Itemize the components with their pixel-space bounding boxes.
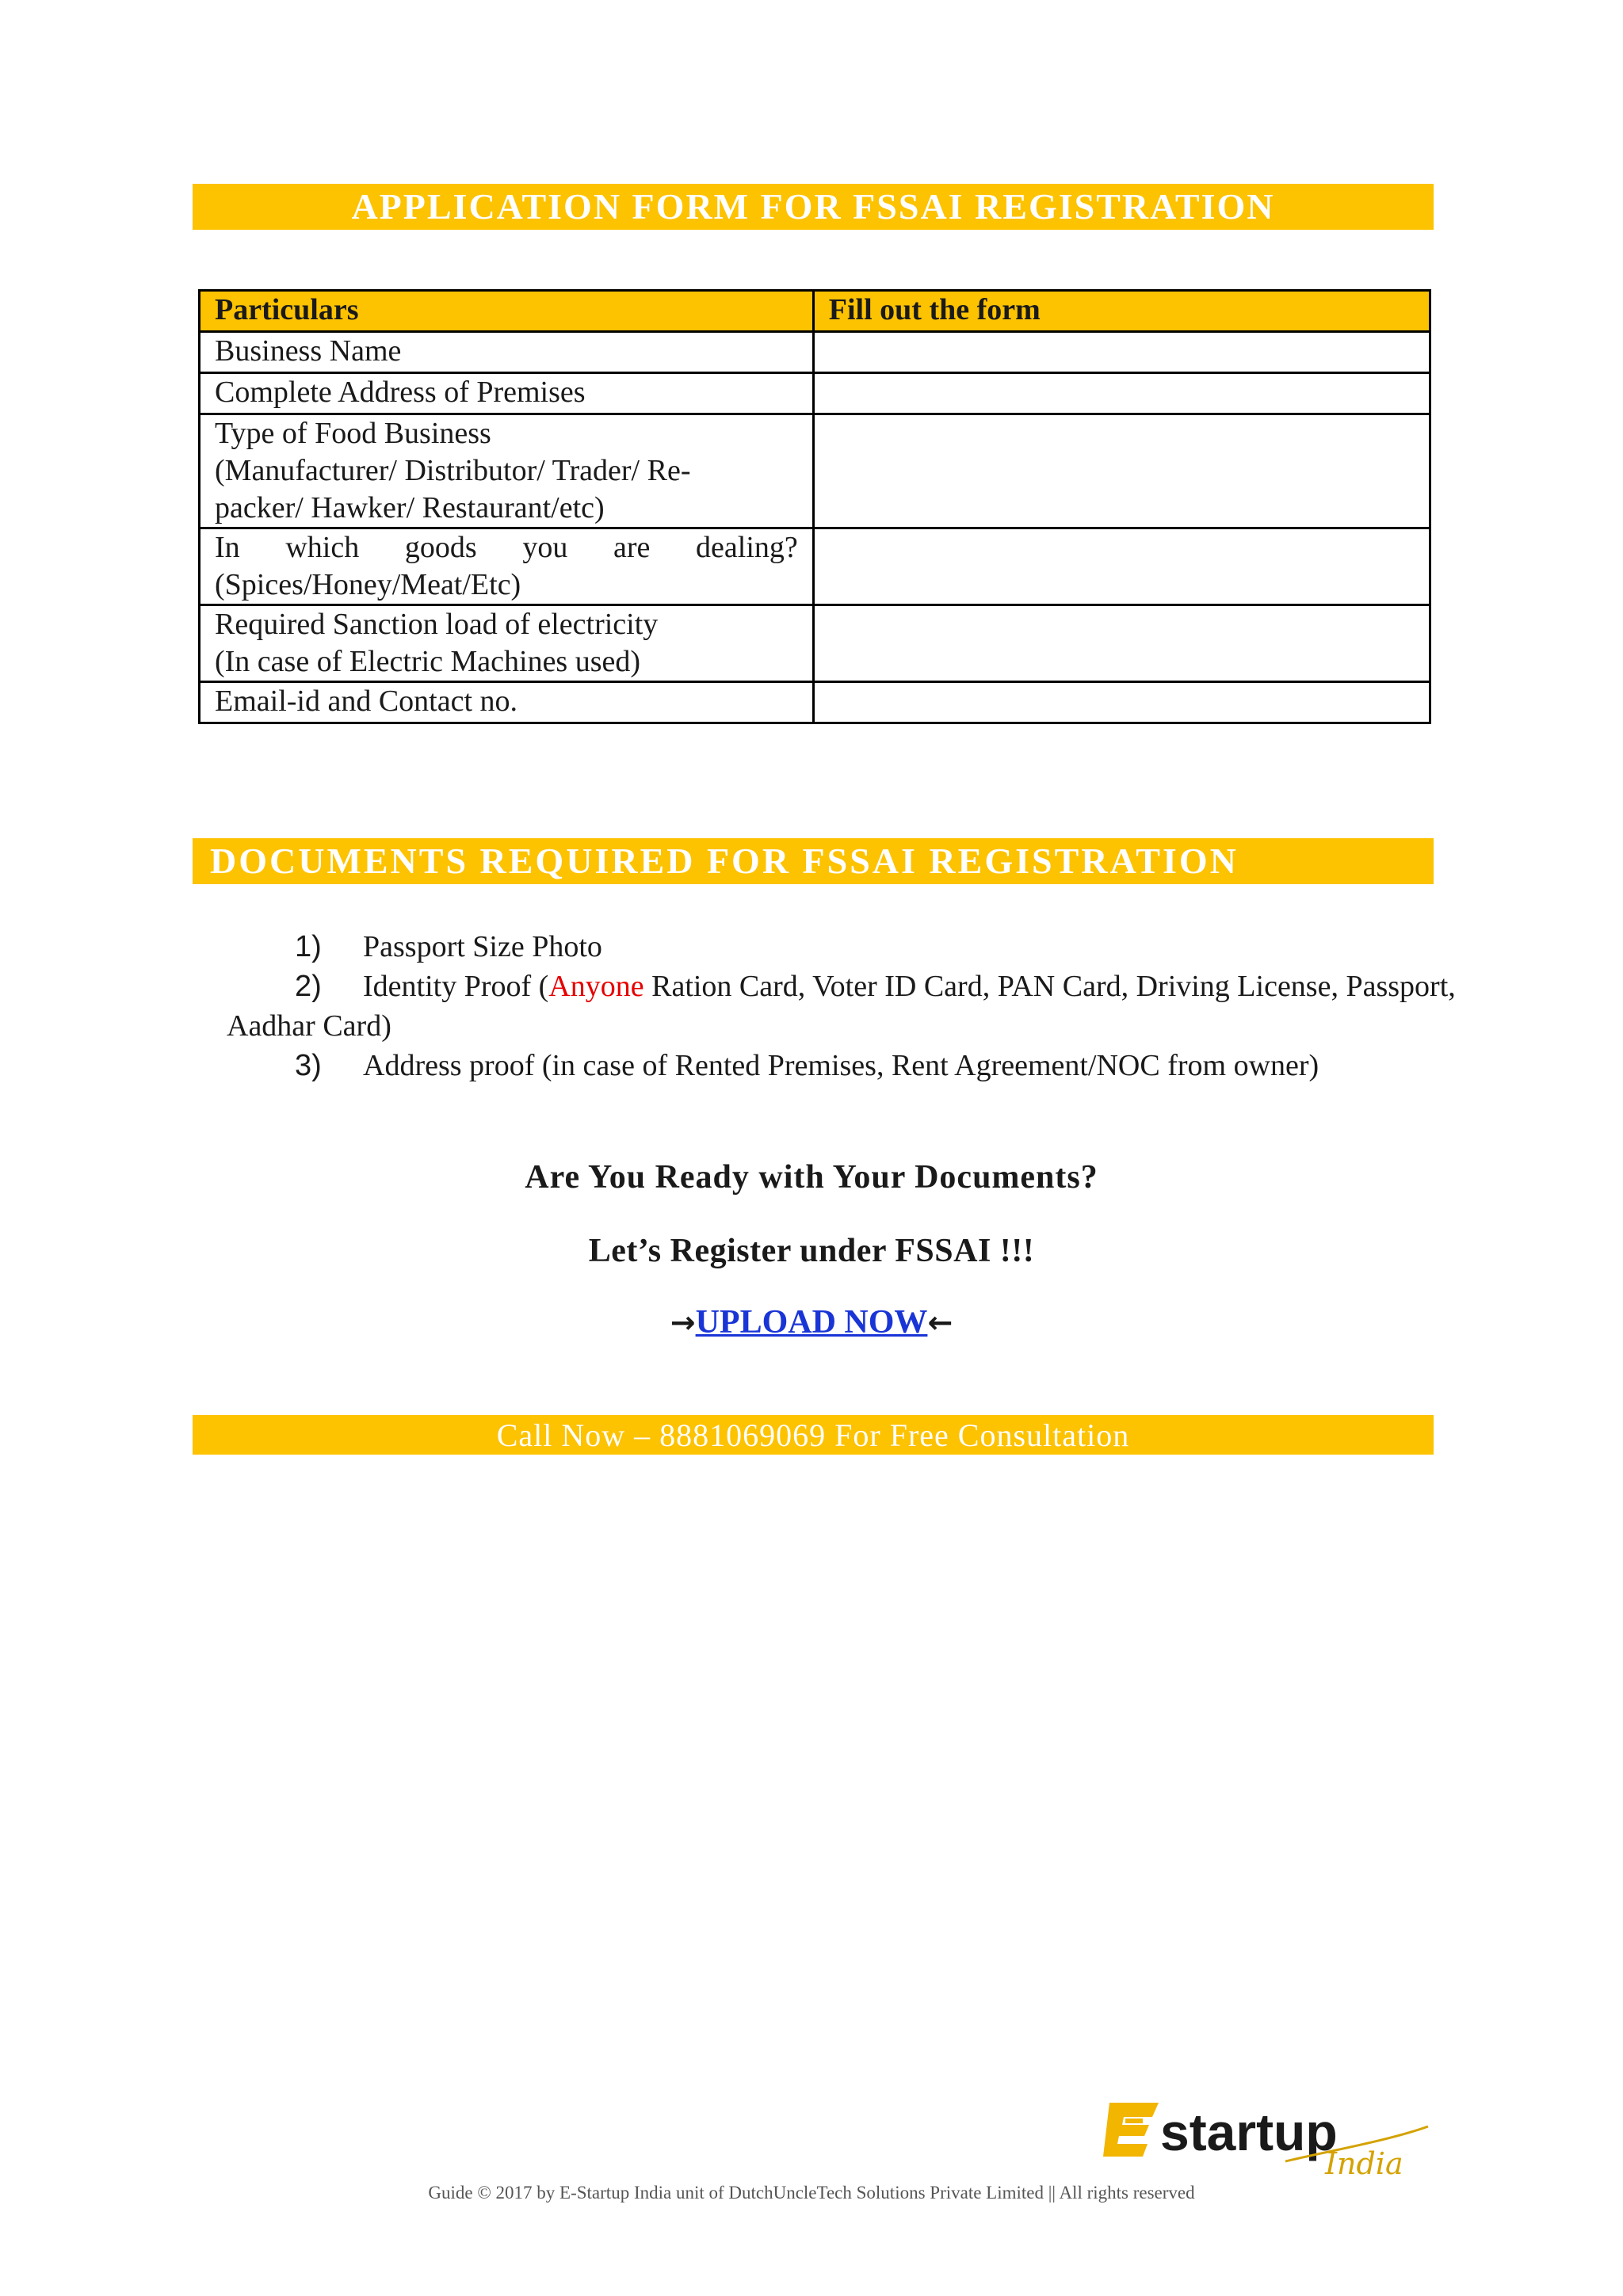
list-item-continuation xyxy=(227,1006,1563,1046)
table-row xyxy=(200,528,1430,605)
document-text-suffix: Ration Card, Voter ID Card, PAN Card, Driving License, Passport, xyxy=(643,970,1456,1003)
particular-label: Email-id and Contact no. xyxy=(215,685,518,718)
particular-goods xyxy=(200,528,814,605)
anyone-highlight: Anyone xyxy=(548,970,644,1003)
documents-list xyxy=(227,927,1563,1085)
logo-letter: E xyxy=(1103,2085,1104,2086)
footer-copyright: Guide © 2017 by E-Startup India unit of DutchUncleTech Solutions Private Limited || All rights reserved xyxy=(428,2183,1195,2203)
registration-form-table xyxy=(198,289,1431,724)
application-form-banner: APPLICATION FORM FOR FSSAI REGISTRATION xyxy=(193,184,1434,230)
list-item xyxy=(295,927,1563,967)
fill-field-address[interactable] xyxy=(813,373,1430,414)
particular-detail: (Spices/Honey/Meat/Etc) xyxy=(215,568,521,601)
fill-field-sanction-load[interactable] xyxy=(813,605,1430,682)
upload-now-link[interactable]: UPLOAD NOW xyxy=(695,1304,928,1341)
particular-label: Type of Food Business xyxy=(215,417,491,450)
document-text-prefix: Identity Proof ( xyxy=(363,970,549,1003)
documents-required-banner: DOCUMENTS REQUIRED FOR FSSAI REGISTRATION xyxy=(193,838,1434,884)
list-number: 3) xyxy=(295,1049,322,1082)
header-particulars: Particulars xyxy=(200,291,814,332)
table-header-row xyxy=(200,291,1430,332)
particular-label: Complete Address of Premises xyxy=(215,376,586,409)
table-row xyxy=(200,605,1430,682)
particular-food-business-type xyxy=(200,414,814,528)
document-text: Passport Size Photo xyxy=(363,930,602,963)
table-row xyxy=(200,332,1430,373)
list-number: 1) xyxy=(295,930,322,963)
particular-label: In which goods you are dealing? xyxy=(215,531,798,564)
register-prompt: Let’s Register under FSSAI !!! xyxy=(588,1233,1035,1269)
logo-script-text: India xyxy=(1325,2146,1403,2180)
arrow-left-icon: ← xyxy=(927,1305,953,1340)
list-item xyxy=(295,967,1563,1006)
document-text: Address proof (in case of Rented Premises, Rent Agreement/NOC from owner) xyxy=(363,1049,1319,1082)
particular-label: Required Sanction load of electricity xyxy=(215,608,659,641)
particular-contact xyxy=(200,682,814,723)
particular-business-name xyxy=(200,332,814,373)
ready-question: Are You Ready with Your Documents? xyxy=(525,1159,1098,1196)
header-fill-out: Fill out the form xyxy=(813,291,1430,332)
estartup-india-logo-icon xyxy=(1103,2085,1436,2180)
document-text-continuation: Aadhar Card) xyxy=(227,1009,391,1043)
particular-sanction-load xyxy=(200,605,814,682)
fill-field-contact[interactable] xyxy=(813,682,1430,723)
particular-detail: (In case of Electric Machines used) xyxy=(215,645,641,678)
particular-address xyxy=(200,373,814,414)
table-row xyxy=(200,373,1430,414)
fill-field-business-name[interactable] xyxy=(813,332,1430,373)
call-now-banner: Call Now – 8881069069 For Free Consultation xyxy=(193,1415,1434,1455)
upload-now-row xyxy=(0,1303,1623,1341)
list-number: 2) xyxy=(295,970,322,1003)
particular-detail: packer/ Hawker/ Restaurant/etc) xyxy=(215,491,605,524)
list-item xyxy=(295,1046,1563,1085)
table-row xyxy=(200,414,1430,528)
logo-brand-text: startup xyxy=(1160,2103,1338,2161)
logo-e-mark xyxy=(1103,2103,1159,2157)
particular-detail: (Manufacturer/ Distributor/ Trader/ Re- xyxy=(215,454,691,487)
fill-field-food-business-type[interactable] xyxy=(813,414,1430,528)
arrow-right-icon: → xyxy=(670,1305,696,1340)
table-row xyxy=(200,682,1430,723)
fill-field-goods[interactable] xyxy=(813,528,1430,605)
particular-label: Business Name xyxy=(215,334,402,368)
